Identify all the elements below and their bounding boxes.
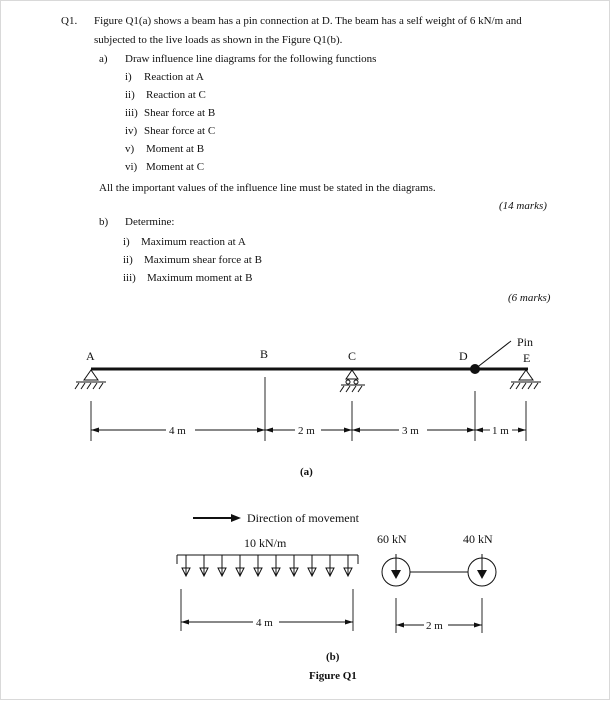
- part-b-label: b): [99, 216, 109, 228]
- part-a-item-text: Shear force at C: [144, 125, 216, 137]
- dimension-label: 2 m: [298, 425, 315, 437]
- part-a-item-text: Reaction at A: [144, 71, 204, 83]
- direction-label: Direction of movement: [247, 511, 359, 525]
- part-b-text: Determine:: [125, 216, 175, 228]
- part-a-item-text: Shear force at B: [144, 107, 216, 119]
- label-pin: Pin: [517, 335, 534, 349]
- load-spacing-label: 2 m: [426, 620, 443, 632]
- label-d: D: [459, 349, 468, 363]
- part-a-text: Draw influence line diagrams for the following functions: [125, 53, 377, 65]
- dimension-label: 4 m: [169, 425, 186, 437]
- pin-leader-line: [475, 341, 511, 369]
- part-b-item-text: Maximum moment at B: [147, 272, 253, 284]
- part-b-item-num: ii): [123, 254, 133, 266]
- label-c: C: [348, 349, 357, 363]
- support-a: [75, 370, 106, 389]
- caption-b: (b): [326, 651, 340, 663]
- part-b-item-num: i): [123, 236, 130, 248]
- part-a-item-num: ii): [125, 89, 135, 101]
- question-number: Q1.: [61, 15, 78, 27]
- part-a-item-text: Moment at B: [146, 143, 205, 155]
- udl-length-label: 4 m: [256, 617, 273, 629]
- part-b-marks: (6 marks): [508, 292, 551, 304]
- question-intro-line1: Figure Q1(a) shows a beam has a pin connection at D. The beam has a self weight of 6 kN/m and: [94, 15, 522, 27]
- part-a-label: a): [99, 53, 108, 65]
- part-a-item-num: i): [125, 71, 132, 83]
- part-b-item-text: Maximum reaction at A: [141, 236, 246, 248]
- dimension-label: 1 m: [492, 425, 509, 437]
- load2-label: 40 kN: [463, 532, 493, 546]
- udl-load: [177, 555, 358, 576]
- load1-label: 60 kN: [377, 532, 407, 546]
- part-a-item-text: Moment at C: [146, 161, 205, 173]
- caption-a: (a): [300, 466, 313, 478]
- part-b-item-text: Maximum shear force at B: [144, 254, 262, 266]
- figure-title: Figure Q1: [309, 670, 357, 682]
- part-b-item-num: iii): [123, 272, 136, 284]
- part-a-item-text: Reaction at C: [146, 89, 206, 101]
- part-a-item-num: iv): [125, 125, 138, 137]
- label-a: A: [86, 349, 95, 363]
- part-a-item-num: vi): [125, 161, 138, 173]
- beam-figure: [1, 1, 610, 701]
- point-load-60kn: [382, 554, 410, 586]
- udl-label: 10 kN/m: [244, 536, 287, 550]
- point-load-40kn: [468, 554, 496, 586]
- label-e: E: [523, 351, 531, 365]
- question-intro-line2: subjected to the live loads as shown in the Figure Q1(b).: [94, 34, 343, 46]
- support-e: [510, 370, 541, 389]
- part-a-item-num: iii): [125, 107, 138, 119]
- label-b: B: [260, 347, 269, 361]
- part-a-item-num: v): [125, 143, 135, 155]
- dimension-label: 3 m: [402, 425, 419, 437]
- part-a-marks: (14 marks): [499, 200, 547, 212]
- support-c: [340, 370, 365, 392]
- part-a-note: All the important values of the influence line must be stated in the diagrams.: [99, 182, 436, 194]
